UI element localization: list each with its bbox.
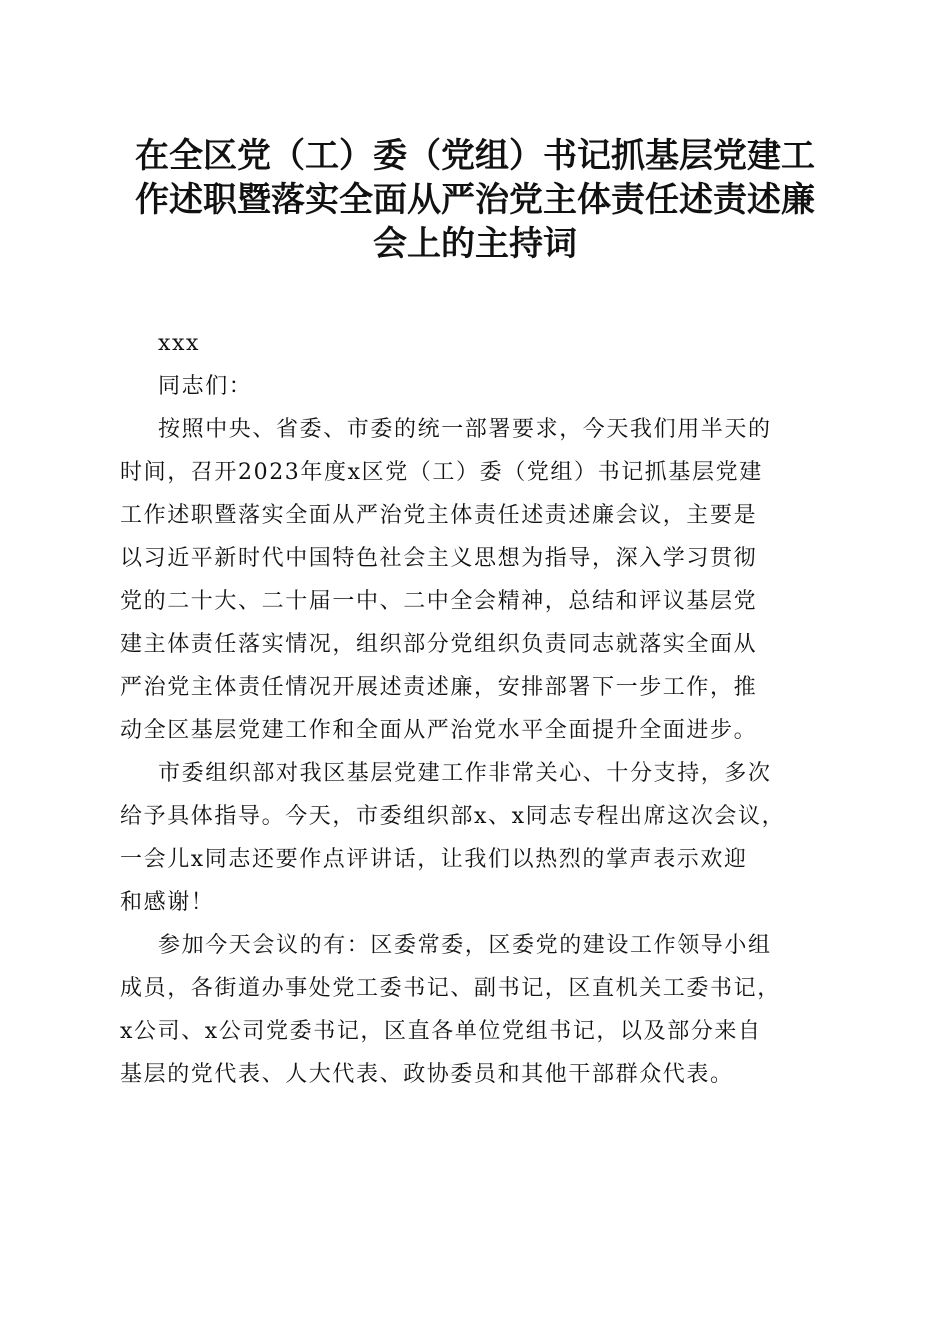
paragraph-line: 建主体责任落实情况，组织部分党组织负责同志就落实全面从 (120, 632, 758, 657)
paragraph-line: 严治党主体责任情况开展述责述廉，安排部署下一步工作，推 (120, 675, 758, 700)
document-title (118, 134, 832, 266)
paragraph-line: 成员，各街道办事处党工委书记、副书记，区直机关工委书记， (120, 976, 781, 1001)
paragraph-line: 动全区基层党建工作和全面从严治党水平全面提升全面进步。 (120, 718, 758, 743)
author-line: xxx (158, 331, 201, 356)
paragraph-line: 和感谢！ (120, 890, 215, 915)
paragraph-line: 时间，召开2023年度x区党（工）委（党组）书记抓基层党建 (120, 460, 763, 485)
paragraph-line: 给予具体指导。今天，市委组织部x、x同志专程出席这次会议， (120, 804, 786, 829)
paragraph-line: 党的二十大、二十届一中、二中全会精神，总结和评议基层党 (120, 589, 758, 614)
paragraph-line: x公司、x公司党委书记，区直各单位党组书记，以及部分来自 (120, 1019, 762, 1044)
title-line: 作述职暨落实全面从严治党主体责任述责述廉 (135, 180, 815, 220)
paragraph-1 (120, 408, 832, 752)
paragraph-line: 市委组织部对我区基层党建工作非常关心、十分支持，多次 (158, 761, 772, 786)
paragraph-line: 基层的党代表、人大代表、政协委员和其他干部群众代表。 (120, 1062, 734, 1087)
salutation: 同志们： (158, 374, 253, 399)
paragraph-line: 工作述职暨落实全面从严治党主体责任述责述廉会议，主要是 (120, 503, 758, 528)
paragraph-2 (120, 752, 832, 924)
paragraph-line: 以习近平新时代中国特色社会主义思想为指导，深入学习贯彻 (120, 546, 758, 571)
title-line: 会上的主持词 (373, 224, 577, 264)
title-line: 在全区党（工）委（党组）书记抓基层党建工 (135, 136, 815, 176)
paragraph-line: 参加今天会议的有：区委常委，区委党的建设工作领导小组 (158, 933, 772, 958)
paragraph-3 (120, 924, 832, 1096)
paragraph-line: 按照中央、省委、市委的统一部署要求，今天我们用半天的 (158, 417, 772, 442)
document-body (120, 322, 832, 1096)
paragraph-line: 一会儿x同志还要作点评讲话，让我们以热烈的掌声表示欢迎 (120, 847, 748, 872)
